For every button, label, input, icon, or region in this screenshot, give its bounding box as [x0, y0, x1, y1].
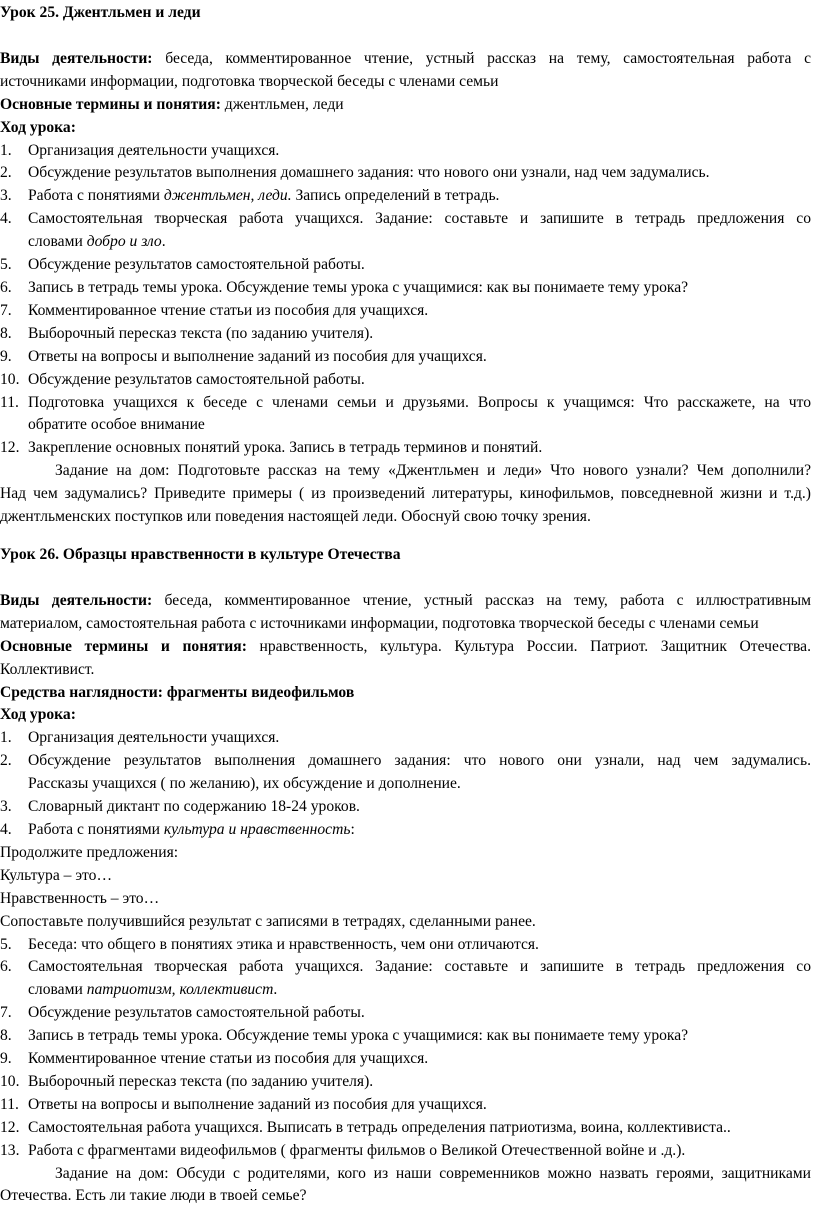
activities-text: беседа, комментированное чтение, устный рассказ на тему, самостоятельная работа с — [165, 49, 811, 67]
lesson-26-homework: Задание на дом: Обсуди с родителями, кого из наши современников можно назвать героями, защитниками — [55, 1164, 811, 1182]
list-item: 3. Работа с понятиями джентльмен, леди. Запись определений в тетрадь. — [0, 187, 500, 205]
terms-label: Основные термины и понятия: — [0, 95, 221, 113]
activities-label: Виды деятельности: — [0, 591, 153, 609]
list-item: 6. Запись в тетрадь темы урока. Обсуждение темы урока с учащимися: как вы понимаете тему урока? — [0, 278, 689, 296]
activities-text-cont: материалом, самостоятельная работа с источниками информации, подготовка творческой беседы с членами семьи — [0, 614, 759, 632]
morality-prompt: Нравственность – это… — [0, 889, 160, 907]
list-item: 2. Обсуждение результатов выполнения домашнего задания: что нового они узнали, над чем задумались. — [0, 164, 710, 182]
terms-text: нравственность, культура. Культура России. Патриот. Защитник Отечества. — [259, 637, 811, 655]
list-item: 11. Подготовка учащихся к беседе с членами семьи и друзьями. Вопросы к учащимся: Что расскажете, на что обратите особое внимание — [0, 393, 811, 434]
list-item: 8. Выборочный пересказ текста (по заданию учителя). — [0, 324, 374, 342]
list-item: 6. Самостоятельная творческая работа учащихся. Задание: составьте и запишите в тетрадь предложения со словами патриотизм, коллективист. — [0, 958, 811, 999]
course-label: Ход урока: — [0, 118, 76, 136]
visual-aids: Средства наглядности: фрагменты видеофильмов — [0, 683, 355, 701]
continue-label: Продолжите предложения: — [0, 843, 179, 861]
list-item: 7. Обсуждение результатов самостоятельной работы. — [0, 1004, 365, 1022]
course-label: Ход урока: — [0, 706, 76, 724]
list-item: 5. Беседа: что общего в понятиях этика и нравственность, чем они отличаются. — [0, 935, 539, 953]
activities-text: беседа, комментированное чтение, устный рассказ на тему, работа с иллюстративным — [164, 591, 811, 609]
list-item: 12. Самостоятельная работа учащихся. Выписать в тетрадь определения патриотизма, воина, коллективиста.. — [0, 1118, 731, 1136]
lesson-25-title: Урок 25. Джентльмен и леди — [0, 4, 201, 21]
compare-text: Сопоставьте получившийся результат с записями в тетрадях, сделанными ранее. — [0, 912, 536, 930]
terms-text-cont: Коллективист. — [0, 660, 95, 678]
list-item: 9. Комментированное чтение статьи из пособия для учащихся. — [0, 1050, 429, 1068]
culture-prompt: Культура – это… — [0, 866, 113, 884]
lesson-26-steps-b — [0, 934, 811, 1163]
list-item: 9. Ответы на вопросы и выполнение заданий из пособия для учащихся. — [0, 347, 487, 365]
lesson-26-section — [0, 544, 811, 1208]
lesson-25-homework: Задание на дом: Подготовьте рассказ на тему «Джентльмен и леди» Что нового узнали? Чем дополнили? — [55, 462, 811, 480]
lesson-26-steps-a — [0, 727, 811, 842]
list-item: 13. Работа с фрагментами видеофильмов ( фрагменты фильмов о Великой Отечественной войне и .д.). — [0, 1141, 686, 1159]
list-item: 10. Выборочный пересказ текста (по заданию учителя). — [0, 1072, 374, 1090]
lesson-25-section — [0, 2, 811, 529]
list-item: 11. Ответы на вопросы и выполнение заданий из пособия для учащихся. — [0, 1095, 487, 1113]
list-item: 4. Работа с понятиями культура и нравственность: — [0, 820, 355, 838]
list-item: 10. Обсуждение результатов самостоятельной работы. — [0, 370, 365, 388]
list-item: 2. Обсуждение результатов выполнения домашнего задания: что нового они узнали, над чем задумались. Рассказы учащихся ( по желанию), их обсуждение и дополнение. — [0, 752, 811, 793]
activities-label: Виды деятельности: — [0, 49, 153, 67]
spacer — [0, 567, 811, 590]
homework-cont: джентльменских поступков или поведения настоящей леди. Обоснуй свою точку зрения. — [0, 508, 591, 526]
list-item: 4. Самостоятельная творческая работа учащихся. Задание: составьте и запишите в тетрадь предложения со словами добро и зло. — [0, 210, 811, 251]
list-item: 1. Организация деятельности учащихся. — [0, 141, 280, 159]
spacer — [0, 25, 811, 48]
list-item: 12. Закрепление основных понятий урока. Запись в тетрадь терминов и понятий. — [0, 439, 543, 457]
activities-text-cont: источниками информации, подготовка творческой беседы с членами семьи — [0, 72, 499, 90]
homework-cont: Отечества. Есть ли такие люди в твоей семье? — [0, 1187, 307, 1205]
lesson-26-activities — [0, 590, 811, 613]
terms-text: джентльмен, леди — [224, 95, 344, 113]
lesson-26-terms — [0, 636, 811, 659]
lesson-26-title: Урок 26. Образцы нравственности в культуре Отечества — [0, 546, 401, 563]
lesson-25-terms — [0, 94, 811, 117]
homework-cont: Над чем задумались? Приведите примеры ( из произведений литературы, кинофильмов, повседневной жизни и т.д.) — [0, 485, 811, 503]
list-item: 8. Запись в тетрадь темы урока. Обсуждение темы урока с учащимися: как вы понимаете тему урока? — [0, 1027, 689, 1045]
terms-label: Основные термины и понятия: — [0, 637, 247, 655]
list-item: 5. Обсуждение результатов самостоятельной работы. — [0, 256, 365, 274]
list-item: 1. Организация деятельности учащихся. — [0, 729, 280, 747]
lesson-25-steps — [0, 140, 811, 461]
list-item: 7. Комментированное чтение статьи из пособия для учащихся. — [0, 301, 429, 319]
list-item: 3. Словарный диктант по содержанию 18-24 уроков. — [0, 798, 360, 816]
lesson-25-activities — [0, 48, 811, 71]
